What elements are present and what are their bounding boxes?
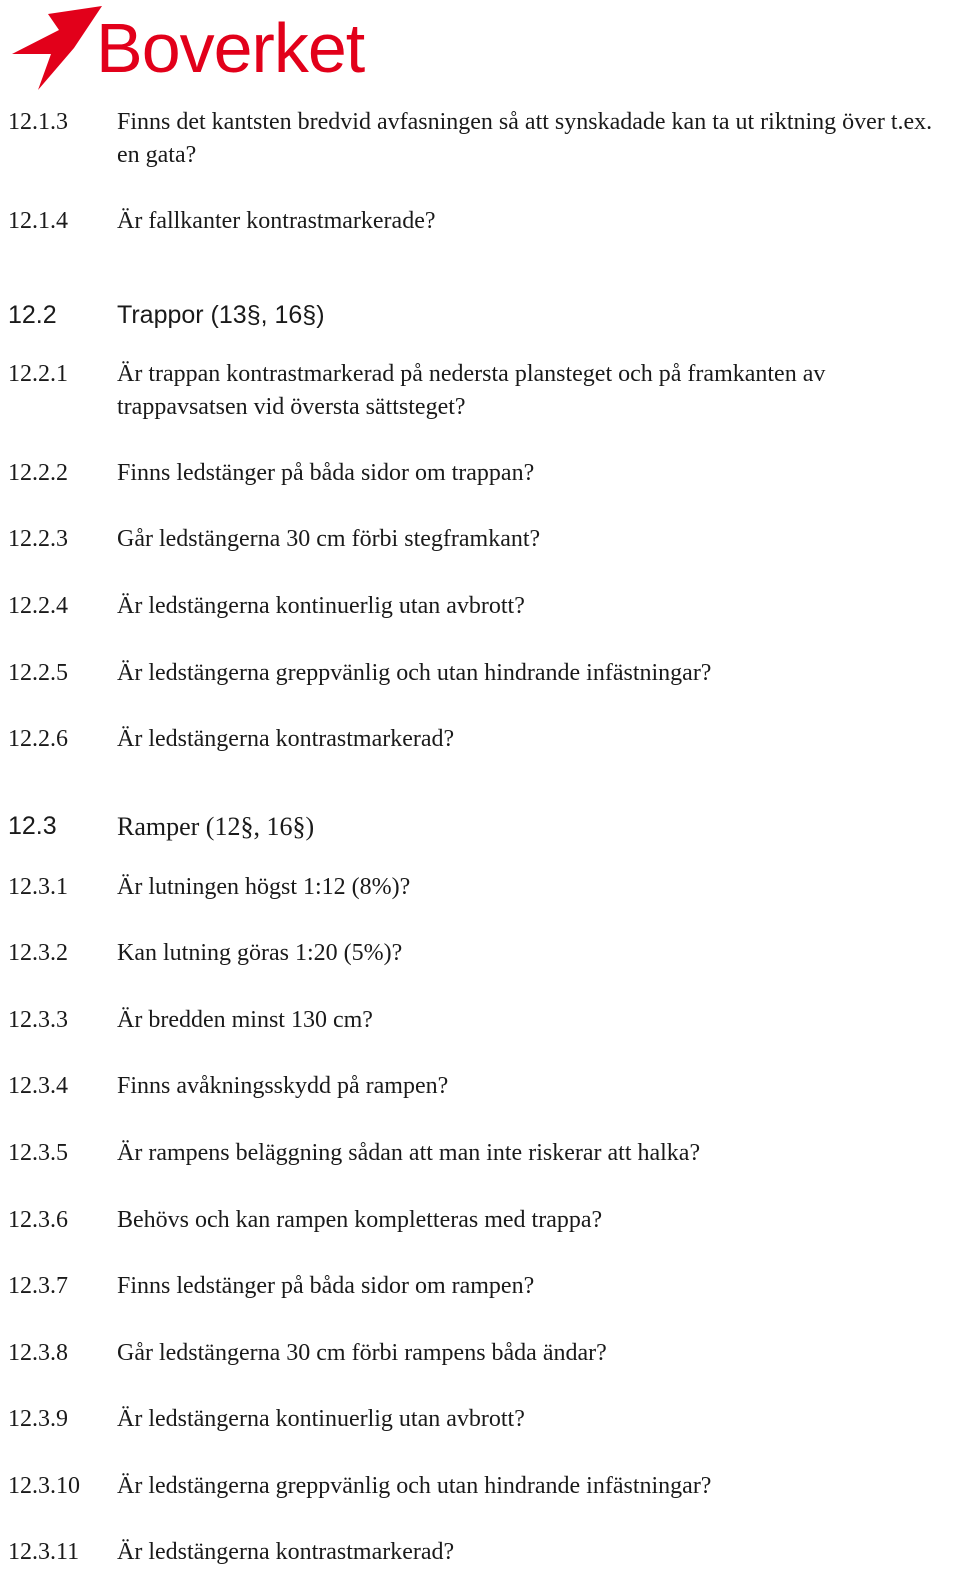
- item-question: Är fallkanter kontrastmarkerade?: [117, 208, 436, 234]
- item-question: Finns ledstänger på båda sidor om trappan?: [117, 460, 535, 486]
- logo-mark-shape: [12, 6, 102, 90]
- item-number: 12.3.7: [8, 1273, 68, 1299]
- item-question: Är ledstängerna kontrastmarkerad?: [117, 726, 455, 752]
- item-number: 12.2.6: [8, 726, 68, 752]
- item-number: 12.3.8: [8, 1340, 68, 1366]
- item-question: Går ledstängerna 30 cm förbi rampens båda ändar?: [117, 1340, 607, 1366]
- item-question: Finns ledstänger på båda sidor om rampen?: [117, 1273, 535, 1299]
- item-number: 12.2.5: [8, 660, 68, 686]
- item-number: 12.3.10: [8, 1473, 80, 1499]
- item-number: 12.3.9: [8, 1406, 68, 1432]
- item-number: 12.1.3: [8, 109, 68, 135]
- item-question: Är ledstängerna greppvänlig och utan hindrande infästningar?: [117, 1473, 712, 1499]
- brand-logo: [4, 4, 364, 90]
- item-question: Kan lutning göras 1:20 (5%)?: [117, 940, 403, 966]
- item-question: Finns det kantsten bredvid avfasningen så att synskadade kan ta ut riktning över t.ex. en gata?: [117, 109, 933, 168]
- item-number: 12.3.2: [8, 940, 68, 966]
- item-question: Är ledstängerna kontrastmarkerad?: [117, 1539, 455, 1565]
- item-question: Är ledstängerna kontinuerlig utan avbrott?: [117, 593, 525, 619]
- item-question: Är bredden minst 130 cm?: [117, 1007, 373, 1033]
- item-question: Är ledstängerna kontinuerlig utan avbrott?: [117, 1406, 525, 1432]
- item-question: Är lutningen högst 1:12 (8%)?: [117, 874, 411, 900]
- item-question: Finns avåkningsskydd på rampen?: [117, 1073, 449, 1099]
- item-number: 12.2.3: [8, 526, 68, 552]
- boverket-logo-mark-icon: [4, 4, 104, 90]
- item-number: 12.2.2: [8, 460, 68, 486]
- section-number: 12.2: [8, 301, 57, 329]
- item-question: Är rampens beläggning sådan att man inte riskerar att halka?: [117, 1140, 701, 1166]
- item-number: 12.3.5: [8, 1140, 68, 1166]
- item-number: 12.3.4: [8, 1073, 68, 1099]
- item-number: 12.3.11: [8, 1539, 80, 1565]
- item-number: 12.2.1: [8, 361, 68, 387]
- item-number: 12.1.4: [8, 208, 68, 234]
- item-question: Behövs och kan rampen kompletteras med trappa?: [117, 1207, 603, 1233]
- item-number: 12.2.4: [8, 593, 68, 619]
- item-number: 12.3.6: [8, 1207, 68, 1233]
- section-number: 12.3: [8, 812, 57, 840]
- item-number: 12.3.1: [8, 874, 68, 900]
- item-question: Går ledstängerna 30 cm förbi stegframkant?: [117, 526, 541, 552]
- item-question: Är trappan kontrastmarkerad på nedersta plansteget och på framkanten av trappavsatsen vid översta sättsteget?: [117, 361, 826, 420]
- item-question: Är ledstängerna greppvänlig och utan hindrande infästningar?: [117, 660, 712, 686]
- section-title: Ramper (12§, 16§): [117, 812, 315, 841]
- item-number: 12.3.3: [8, 1007, 68, 1033]
- section-title: Trappor (13§, 16§): [117, 301, 325, 329]
- brand-name: Boverket: [96, 9, 365, 87]
